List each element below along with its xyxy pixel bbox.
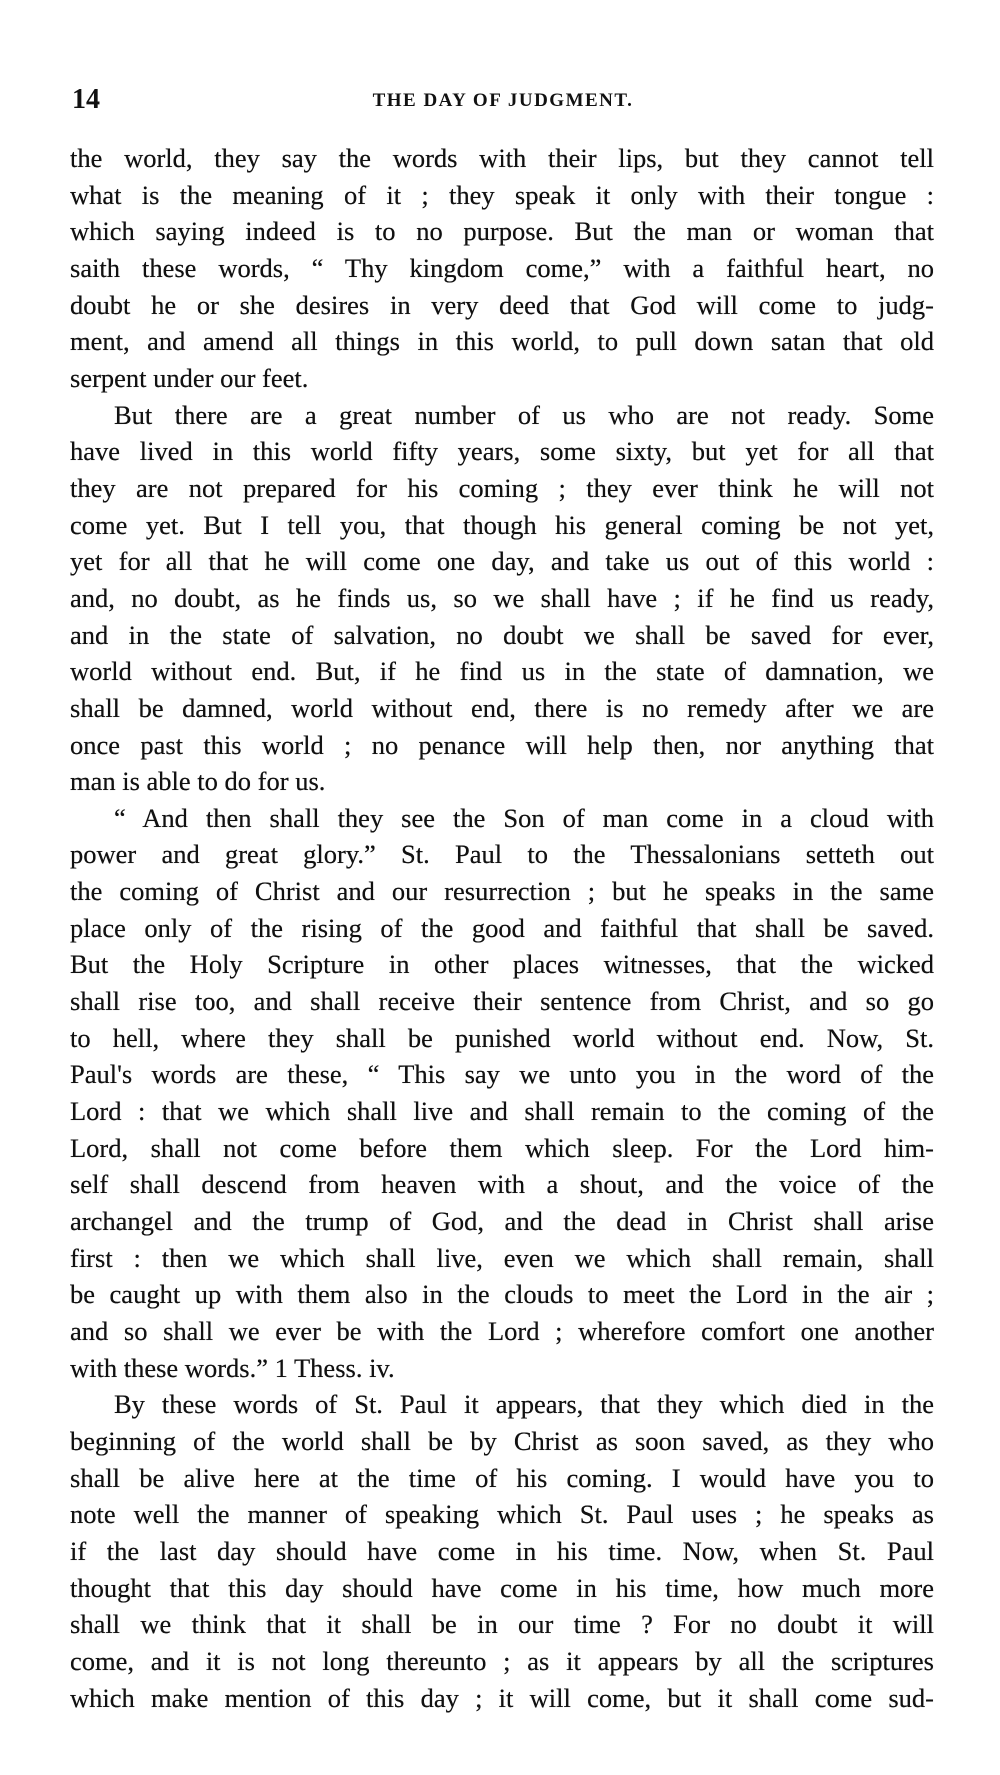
text-line: which saying indeed is to no purpose. But the man or woman that [70,216,934,247]
paragraph [70,800,934,1387]
text-line: if the last day should have come in his time. Now, when St. Paul [70,1535,934,1566]
text-line: shall be alive here at the time of his coming. I would have you to [70,1462,934,1493]
page-body [70,140,934,1716]
text-line: power and great glory.” St. Paul to the Thessalonians setteth out [70,839,934,870]
text-line: what is the meaning of it ; they speak it only with their tongue : [70,179,934,210]
text-line: first : then we which shall live, even we which shall remain, shall [70,1242,934,1273]
text-line: But the Holy Scripture in other places witnesses, that the wicked [70,949,934,980]
paragraph [70,140,934,397]
text-line: But there are a great number of us who are not ready. Some [114,399,934,430]
text-line: have lived in this world fifty years, some sixty, but yet for all that [70,436,934,467]
paragraph [70,1386,934,1716]
text-line: Paul's words are these, “ This say we unto you in the word of the [70,1059,934,1090]
page-number: 14 [72,84,100,115]
text-line: archangel and the trump of God, and the dead in Christ shall arise [70,1206,934,1237]
text-line: with these words.” 1 Thess. iv. [70,1352,395,1383]
text-line: which make mention of this day ; it will come, but it shall come sud- [70,1682,934,1713]
text-line: serpent under our feet. [70,362,309,393]
text-line: and, no doubt, as he finds us, so we shall have ; if he find us ready, [70,582,934,613]
running-head: THE DAY OF JUDGMENT. [372,90,634,111]
text-line: By these words of St. Paul it appears, that they which died in the [114,1389,934,1420]
text-line: place only of the rising of the good and faithful that shall be saved. [70,912,934,943]
text-line: shall be damned, world without end, there is no remedy after we are [70,692,934,723]
page-header [72,84,934,120]
text-line: they are not prepared for his coming ; they ever think he will not [70,472,934,503]
text-line: doubt he or she desires in very deed that God will come to judg- [70,289,934,320]
text-line: to hell, where they shall be punished world without end. Now, St. [70,1022,934,1053]
text-line: yet for all that he will come one day, and take us out of this world : [70,546,934,577]
text-line: once past this world ; no penance will help then, nor anything that [70,729,934,760]
text-line: and so shall we ever be with the Lord ; wherefore comfort one another [70,1316,934,1346]
text-line: the world, they say the words with their lips, but they cannot tell [70,143,934,173]
text-line: “ And then shall they see the Son of man come in a cloud with [114,802,934,833]
text-line: come yet. But I tell you, that though his general coming be not yet, [70,509,934,540]
text-line: shall rise too, and shall receive their sentence from Christ, and so go [70,986,934,1017]
text-line: come, and it is not long thereunto ; as it appears by all the scriptures [70,1645,934,1676]
paragraph [70,397,934,800]
text-line: ment, and amend all things in this world, to pull down satan that old [70,326,934,357]
text-line: world without end. But, if he find us in the state of damnation, we [70,656,934,687]
text-line: thought that this day should have come in his time, how much more [70,1572,934,1603]
text-line: note well the manner of speaking which St. Paul uses ; he speaks as [70,1499,934,1530]
text-line: Lord : that we which shall live and shall remain to the coming of the [70,1096,934,1127]
text-line: Lord, shall not come before them which sleep. For the Lord him- [70,1132,934,1163]
text-line: be caught up with them also in the clouds to meet the Lord in the air ; [70,1279,934,1310]
text-line: and in the state of salvation, no doubt we shall be saved for ever, [70,619,934,650]
text-line: man is able to do for us. [70,766,326,797]
text-line: the coming of Christ and our resurrection ; but he speaks in the same [70,876,934,907]
text-line: beginning of the world shall be by Christ as soon saved, as they who [70,1425,934,1456]
text-line: self shall descend from heaven with a shout, and the voice of the [70,1169,934,1200]
text-line: saith these words, “ Thy kingdom come,” with a faithful heart, no [70,252,934,283]
text-line: shall we think that it shall be in our time ? For no doubt it will [70,1609,934,1640]
